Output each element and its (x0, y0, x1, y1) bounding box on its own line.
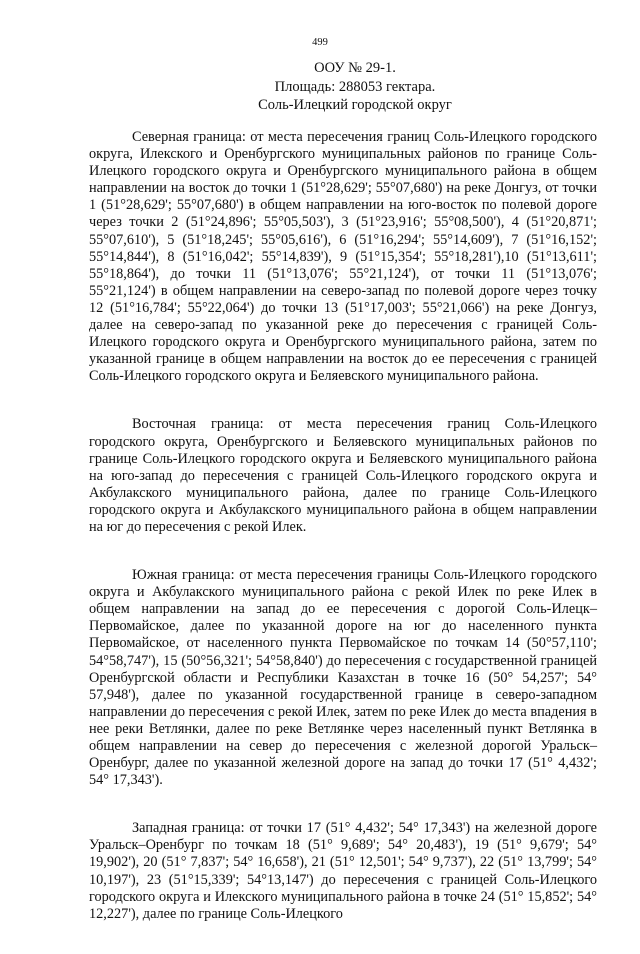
page-number: 499 (312, 37, 328, 48)
header-code: ООУ № 29-1. (314, 60, 396, 76)
header-district: Соль-Илецкий городской округ (258, 97, 452, 113)
paragraph-north-boundary: Северная граница: от места пересечения границ Соль-Илецкого городского округа, Илекского и Оренбургского муниципальных районов по границе Соль-Илецкого городского округа и Оренбургского муниципального района в общем направлении на восток до точки 1 (51°28,629'; 55°07,680') на реке Донгуз, от точки 1 (51°28,629'; 55°07,680') в общем направлении на юго-восток по полевой дороге через точки 2 (51°24,896'; 55°05,503'), 3 (51°23,916'; 55°08,500'), 4 (51°20,871'; 55°07,610'), 5 (51°18,245'; 55°05,616'), 6 (51°16,294'; 55°14,609'), 7 (51°16,152'; 55°14,844'), 8 (51°16,042'; 55°14,839'), 9 (51°15,354'; 55°18,281'),10 (51°13,611'; 55°18,864'), до точки 11 (51°13,076'; 55°21,124'), от точки 11 (51°13,076'; 55°21,124') в общем направлении на северо-запад по полевой дороге через точку 12 (51°16,784'; 55°22,064') до точки 13 (51°17,003'; 55°21,066') на реке Донгуз, далее на северо-запад по указанной реке до пересечения с границей Соль-Илецкого городского округа и Оренбургского муниципального района, затем по указанной границе в общем направлении на восток до ее пересечения с границей Соль-Илецкого городского округа и Беляевского муниципального района. (89, 129, 597, 385)
header-area: Площадь: 288053 гектара. (274, 78, 436, 95)
paragraph-west-boundary: Западная граница: от точки 17 (51° 4,432'; 54° 17,343') на железной дороге Уральск–Оренбург по точкам 18 (51° 9,689'; 54° 20,483'), 19 (51° 9,679'; 54° 19,902'), 20 (51° 7,837'; 54° 16,658'), 21 (51° 12,501'; 54° 9,737'), 22 (51° 13,799'; 54° 10,197'), 23 (51°15,339'; 54°13,147') до пересечения с границей Соль-Илецкого городского округа и Илекского муниципального района в точке 24 (51° 15,852'; 54° 12,227'), далее по границе Соль-Илецкого (89, 820, 597, 922)
paragraph-south-boundary: Южная граница: от места пересечения границы Соль-Илецкого городского округа и Акбулакского муниципального района с рекой Илек по реке Илек в общем направлении на запад до ее пересечения с дорогой Соль-Илецк–Первомайское, далее по указанной дороге на юг до населенного пункта Первомайское, от населенного пункта Первомайское по точкам 14 (50°57,110'; 54°58,747'), 15 (50°56,321'; 54°58,840') до пересечения с государственной границей Оренбургской области и Республики Казахстан в точке 16 (50° 54,257'; 54° 57,948'), далее по указанной государственной границе в северо-западном направлении до пересечения с рекой Илек, затем по реке Илек до места впадения в нее реки Ветлянки, далее по реке Ветлянке через населенный пункт Ветлянка в общем направлении на север до пересечения с железной дорогой Уральск–Оренбург, далее по указанной железной дороге на запад до точки 17 (51° 4,432'; 54° 17,343'). (89, 567, 597, 789)
document-body (89, 129, 597, 954)
paragraph-east-boundary: Восточная граница: от места пересечения границ Соль-Илецкого городского округа, Оренбургского и Беляевского муниципальных районов по границе Соль-Илецкого городского округа и Беляевского муниципального района на юго-запад до пересечения с границей Соль-Илецкого городского округа и Акбулакского муниципального района, далее по границе Соль-Илецкого городского округа и Акбулакского муниципального района в общем направлении на юг до пересечения с рекой Илек. (89, 416, 597, 535)
document-header (0, 59, 640, 115)
